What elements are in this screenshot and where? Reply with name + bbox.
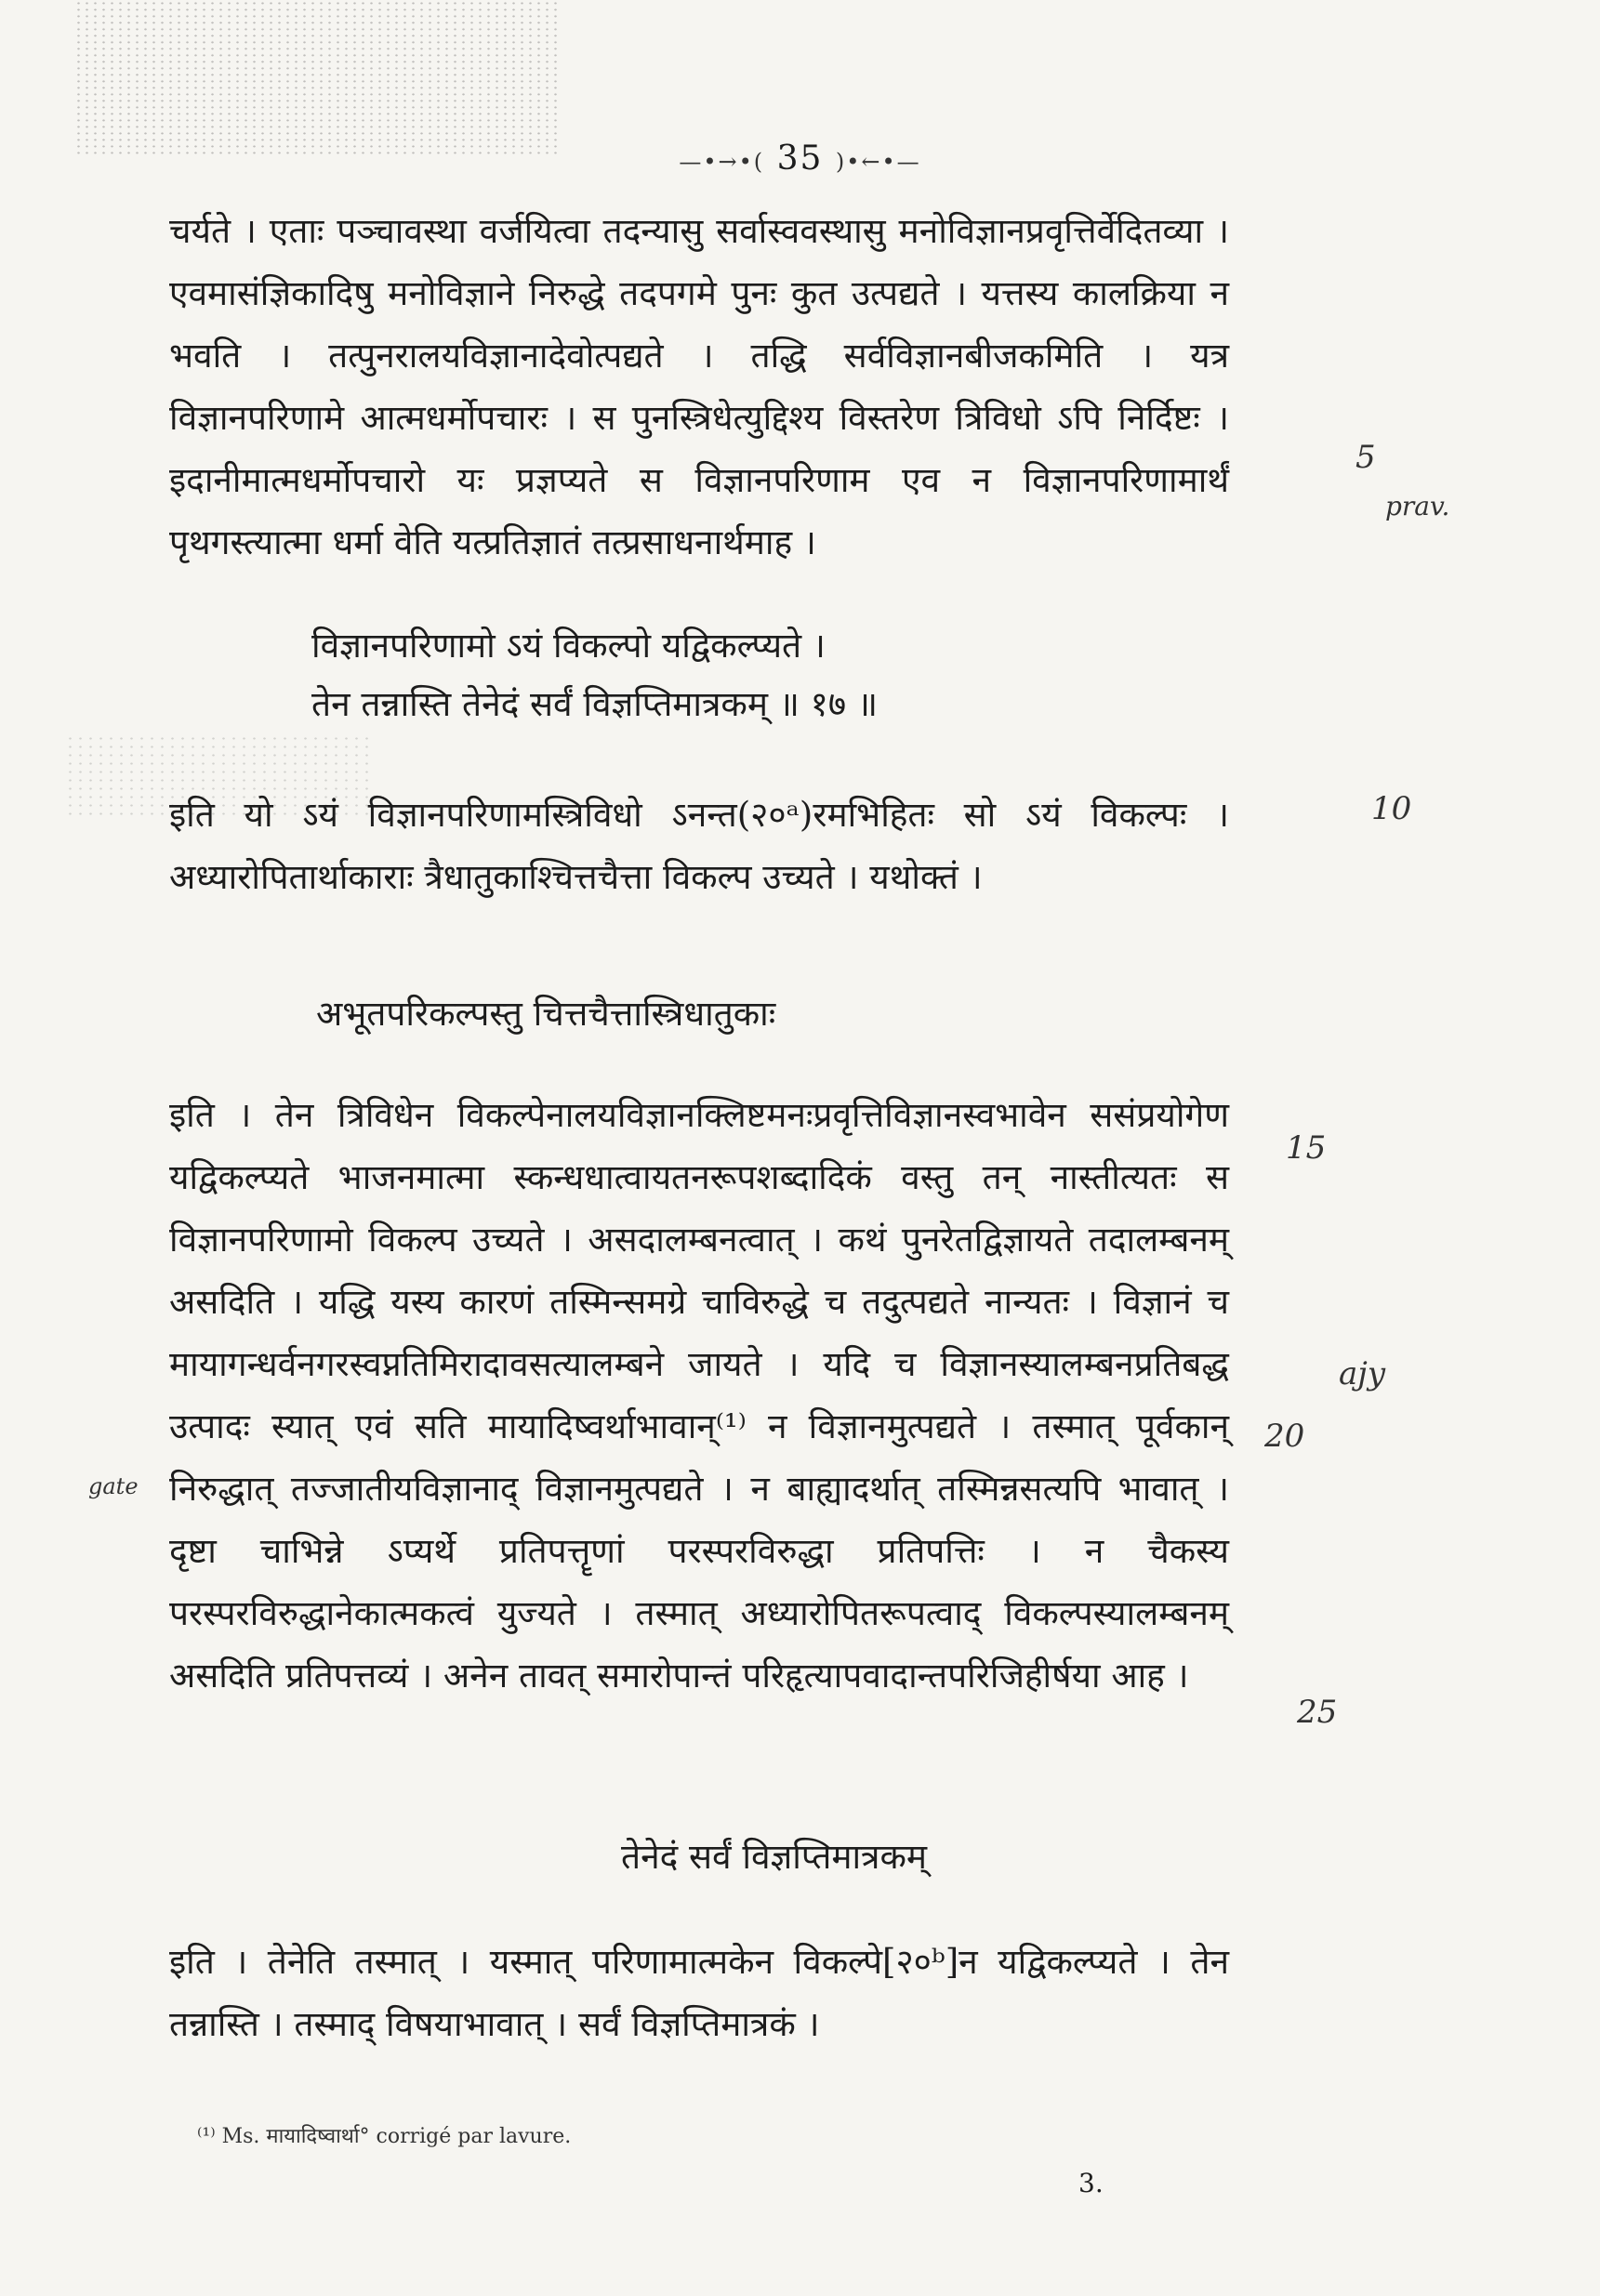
verse-quote: अभूतपरिकल्पस्तु चित्तचैत्तास्त्रिधातुकाः [316,994,776,1034]
margin-line-10: 10 [1371,790,1412,827]
margin-hand-prav: prav. [1385,491,1450,521]
margin-hand-5: 5 [1355,439,1376,476]
signature-mark: 3. [1078,2168,1104,2198]
paragraph-3: इति । तेन त्रिविधेन विकल्पेनालयविज्ञानक्लिष्टमनःप्रवृत्तिविज्ञानस्वभावेन ससंप्रयोगेण यद्विकल्प्यते भाजनमात्मा स्कन्धधात्वायतनरूपशब्दादिकं वस्तु तन् नास्तीत्यतः स विज्ञानपरिणामो विकल्प उच्यते । असदालम्बनत्वात् । कथं पुनरेतद्विज्ञायते तदालम्बनम् असदिति । यद्धि यस्य कारणं तस्मिन्समग्रे चाविरुद्धे च तदुत्पद्यते नान्यतः । विज्ञानं च मायागन्धर्वनगरस्वप्नतिमिरादावसत्यालम्बने जायते । यदि च विज्ञानस्यालम्बनप्रतिबद्ध उत्पादः स्यात् एवं सति मायादिष्वर्थाभावान्⁽¹⁾ न विज्ञानमुत्पद्यते । तस्मात् पूर्वकान् निरुद्धात् तज्जातीयविज्ञानाद् विज्ञानमुत्पद्यते । न बाह्यादर्थात् तस्मिन्नसत्यपि भावात् । दृष्टा चाभिन्ने ऽप्यर्थे प्रतिपत्तॄणां परस्परविरुद्धा प्रतिपत्तिः । न चैकस्य परस्परविरुद्धानेकात्मकत्वं युज्यते । तस्मात् अध्यारोपितरूपत्वाद् विकल्पस्यालम्बनम् असदिति प्रतिपत्तव्यं । अनेन तावत् समारोपान्तं परिहृत्यापवादान्तपरिजिहीर्षया आह । [169,1095,1229,1696]
page-header [0,139,1600,178]
header-ornament-left: —•→•( [679,149,765,175]
margin-line-20: 20 [1264,1418,1305,1455]
verse-quote-2: तेनेदं सर्वं विज्ञप्तिमात्रकम् [621,1837,927,1877]
verse-17-line-1: विज्ञानपरिणामो ऽयं विकल्पो यद्विकल्प्यते । [311,626,826,666]
verse-17-line-2: तेन तन्नास्ति तेनेदं सर्वं विज्ञप्तिमात्रकम् ॥ १७ ॥ [311,684,879,724]
paragraph-4: इति । तेनेति तस्मात् । यस्मात् परिणामात्मकेन विकल्पे[२०ᵇ]न यद्विकल्प्यते । तेन तन्नास्ति । तस्माद् विषयाभावात् । सर्वं विज्ञप्तिमात्रकं । [169,1942,1229,2044]
paragraph-1: चर्यते । एताः पञ्चावस्था वर्जयित्वा तदन्यासु सर्वास्ववस्थासु मनोविज्ञानप्रवृत्तिर्वेदितव्या । एवमासंज्ञिकादिषु मनोविज्ञाने निरुद्धे तदपगमे पुनः कुत उत्पद्यते । यत्तस्य कालक्रिया न भवति । तत्पुनरालयविज्ञानादेवोत्पद्यते । तद्धि सर्वविज्ञानबीजकमिति । यत्र विज्ञानपरिणामे आत्मधर्मोपचारः । स पुनस्त्रिधेत्युद्दिश्य विस्तरेण त्रिविधो ऽपि निर्दिष्टः । इदानीमात्मधर्मोपचारो यः प्रज्ञप्यते स विज्ञानपरिणाम एव न विज्ञानपरिणामार्थं पृथगस्त्यात्मा धर्मा वेति यत्प्रतिज्ञातं तत्प्रसाधनार्थमाह । [169,211,1229,562]
margin-hand-ajy: ajy [1339,1355,1386,1392]
margin-line-25: 25 [1297,1694,1338,1731]
header-ornament-right: )•←•— [835,149,921,175]
paragraph-2: इति यो ऽयं विज्ञानपरिणामस्त्रिविधो ऽनन्त(२०ᵃ)रमभिहितः सो ऽयं विकल्पः । अध्यारोपितार्थाकाराः त्रैधातुकाश्चित्तचैत्ता विकल्प उच्यते । यथोक्तं । [169,795,1229,897]
footnote: ⁽¹⁾ Ms. मायादिष्वार्था° corrigé par lavure. [197,2125,572,2148]
margin-hand-gate: gate [88,1473,139,1499]
scan-noise [74,0,558,158]
margin-line-15: 15 [1286,1129,1327,1167]
page-number: 35 [776,139,824,178]
